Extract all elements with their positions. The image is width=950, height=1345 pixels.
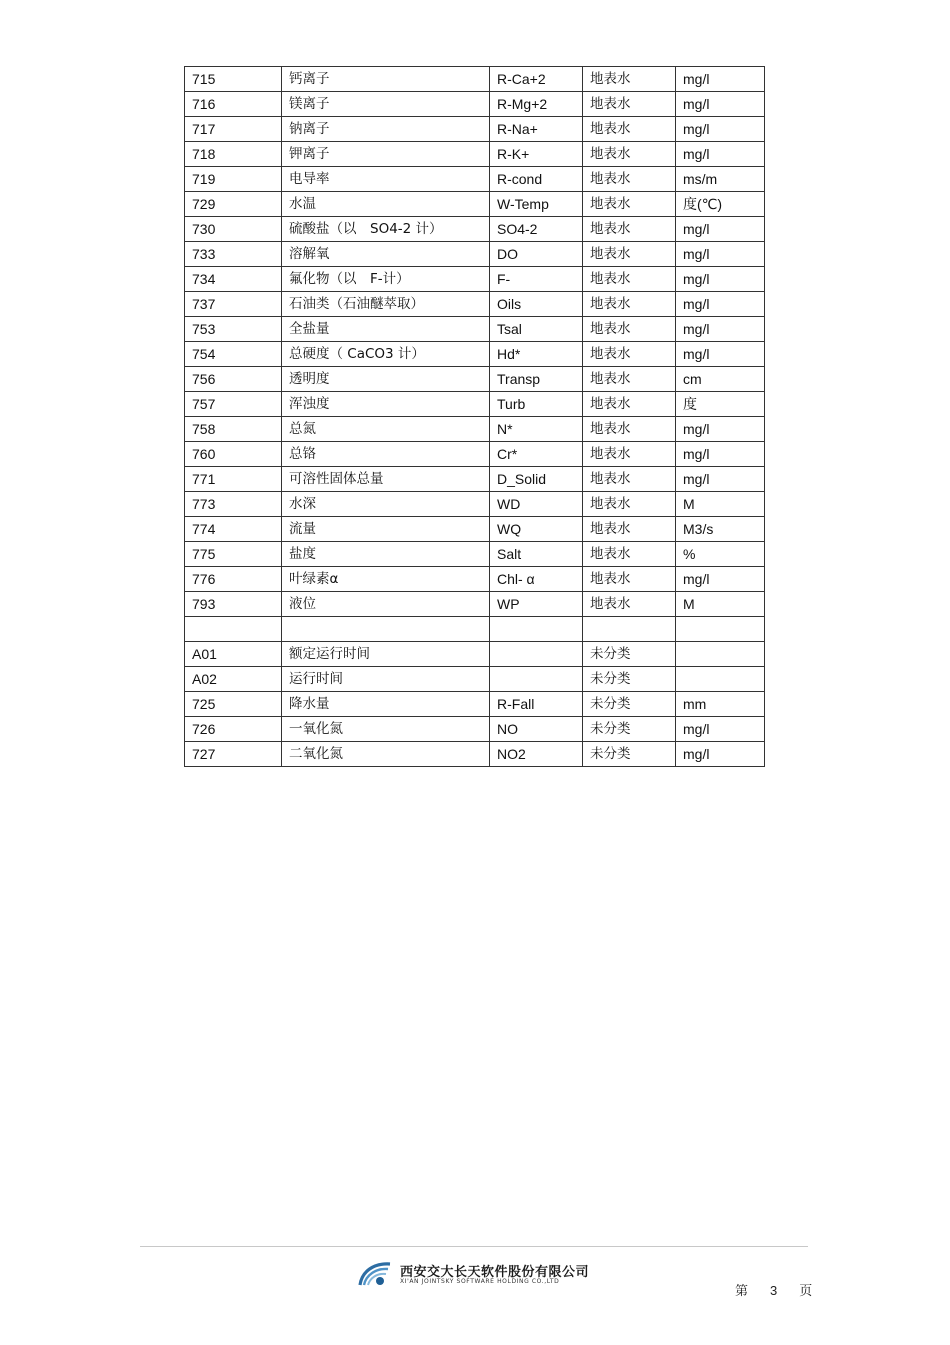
cell-category: 地表水 [583,342,676,367]
cell-code: 725 [185,692,282,717]
cell-symbol: NO [490,717,583,742]
cell-unit: mg/l [676,92,765,117]
table-row [185,442,765,467]
cell-unit: mg/l [676,117,765,142]
cell-name: 运行时间 [282,667,490,692]
cell-category: 地表水 [583,467,676,492]
cell-name: 液位 [282,592,490,617]
cell-code: 727 [185,742,282,767]
cell-category [583,617,676,642]
table-row [185,217,765,242]
table-row [185,467,765,492]
cell-symbol [490,642,583,667]
cell-symbol [490,617,583,642]
cell-category: 未分类 [583,717,676,742]
cell-symbol: R-Fall [490,692,583,717]
cell-symbol [490,667,583,692]
cell-symbol: Chl- α [490,567,583,592]
cell-symbol: WP [490,592,583,617]
cell-category: 地表水 [583,292,676,317]
cell-name: 水深 [282,492,490,517]
cell-unit: mg/l [676,267,765,292]
cell-name: 可溶性固体总量 [282,467,490,492]
cell-name: 流量 [282,517,490,542]
table-row [185,417,765,442]
cell-category: 地表水 [583,492,676,517]
cell-code: 734 [185,267,282,292]
cell-category: 地表水 [583,542,676,567]
cell-symbol: DO [490,242,583,267]
cell-code: 771 [185,467,282,492]
cell-code: 753 [185,317,282,342]
cell-name: 石油类（石油醚萃取） [282,292,490,317]
cell-code: 758 [185,417,282,442]
cell-symbol: WQ [490,517,583,542]
cell-code: 715 [185,67,282,92]
cell-category: 地表水 [583,217,676,242]
cell-code: 717 [185,117,282,142]
cell-name: 硫酸盐（以 SO4-2 计） [282,217,490,242]
cell-unit: mg/l [676,467,765,492]
cell-category: 地表水 [583,367,676,392]
table-row [185,617,765,642]
table-row [185,367,765,392]
cell-symbol: D_Solid [490,467,583,492]
cell-code: 716 [185,92,282,117]
table-row [185,667,765,692]
table-row [185,717,765,742]
cell-category: 地表水 [583,92,676,117]
cell-symbol: R-Mg+2 [490,92,583,117]
cell-code: 775 [185,542,282,567]
table-row [185,292,765,317]
cell-unit: mg/l [676,342,765,367]
cell-code: 793 [185,592,282,617]
cell-category: 地表水 [583,117,676,142]
cell-name: 降水量 [282,692,490,717]
cell-name: 溶解氧 [282,242,490,267]
cell-code: 754 [185,342,282,367]
table-row [185,92,765,117]
table-row [185,642,765,667]
cell-code: 737 [185,292,282,317]
cell-category: 地表水 [583,67,676,92]
cell-code: 756 [185,367,282,392]
cell-code: 760 [185,442,282,467]
page-number [735,1280,812,1299]
cell-category: 地表水 [583,417,676,442]
cell-category: 地表水 [583,442,676,467]
cell-unit [676,617,765,642]
table-row [185,117,765,142]
table-row [185,542,765,567]
cell-category: 地表水 [583,317,676,342]
cell-name: 氟化物（以 F-计） [282,267,490,292]
cell-code [185,617,282,642]
table-row [185,167,765,192]
cell-category: 地表水 [583,567,676,592]
cell-name: 电导率 [282,167,490,192]
cell-symbol: Tsal [490,317,583,342]
cell-symbol: R-Ca+2 [490,67,583,92]
cell-symbol: NO2 [490,742,583,767]
cell-name: 总硬度（ CaCO3 计） [282,342,490,367]
cell-name: 钙离子 [282,67,490,92]
cell-symbol: Oils [490,292,583,317]
cell-unit: M3/s [676,517,765,542]
company-logo [356,1259,596,1289]
cell-symbol: SO4-2 [490,217,583,242]
cell-category: 地表水 [583,392,676,417]
cell-unit: mg/l [676,142,765,167]
cell-symbol: Turb [490,392,583,417]
page-suffix: 页 [799,1284,813,1299]
cell-unit: mg/l [676,67,765,92]
table-row [185,342,765,367]
cell-category: 地表水 [583,192,676,217]
cell-name: 浑浊度 [282,392,490,417]
cell-code: 726 [185,717,282,742]
cell-unit: cm [676,367,765,392]
cell-symbol: N* [490,417,583,442]
cell-unit: mg/l [676,217,765,242]
cell-unit: mg/l [676,242,765,267]
cell-code: 719 [185,167,282,192]
cell-symbol: WD [490,492,583,517]
cell-category: 未分类 [583,667,676,692]
cell-name: 二氧化氮 [282,742,490,767]
cell-category: 地表水 [583,592,676,617]
cell-category: 地表水 [583,267,676,292]
cell-code: 730 [185,217,282,242]
table-row [185,142,765,167]
cell-name: 水温 [282,192,490,217]
cell-code: 718 [185,142,282,167]
table-row [185,392,765,417]
table-row [185,592,765,617]
cell-name: 钠离子 [282,117,490,142]
cell-code: A01 [185,642,282,667]
cell-unit: mm [676,692,765,717]
cell-name: 透明度 [282,367,490,392]
cell-category: 地表水 [583,517,676,542]
cell-unit: mg/l [676,417,765,442]
cell-unit [676,642,765,667]
cell-name: 叶绿素α [282,567,490,592]
cell-unit [676,667,765,692]
cell-unit: mg/l [676,292,765,317]
cell-symbol: R-cond [490,167,583,192]
cell-unit: M [676,592,765,617]
cell-symbol: F- [490,267,583,292]
cell-symbol: Cr* [490,442,583,467]
cell-unit: mg/l [676,717,765,742]
cell-name: 盐度 [282,542,490,567]
cell-category: 地表水 [583,242,676,267]
company-name-english: XI'AN JOINTSKY SOFTWARE HOLDING CO.,LTD [400,1278,560,1285]
cell-name: 钾离子 [282,142,490,167]
cell-code: 757 [185,392,282,417]
cell-unit: mg/l [676,442,765,467]
cell-unit: % [676,542,765,567]
cell-symbol: Salt [490,542,583,567]
cell-unit: 度 [676,392,765,417]
jointsky-swoosh-icon [356,1259,396,1289]
table-row [185,192,765,217]
table-row [185,517,765,542]
page-number-value: 3 [770,1283,778,1298]
table-row [185,242,765,267]
cell-unit: ms/m [676,167,765,192]
cell-code: 733 [185,242,282,267]
cell-category: 未分类 [583,642,676,667]
cell-category: 未分类 [583,742,676,767]
footer-divider [140,1246,808,1247]
cell-name: 总铬 [282,442,490,467]
cell-name: 一氧化氮 [282,717,490,742]
table-row [185,742,765,767]
cell-unit: mg/l [676,317,765,342]
cell-category: 未分类 [583,692,676,717]
cell-code: A02 [185,667,282,692]
cell-unit: mg/l [676,742,765,767]
cell-code: 773 [185,492,282,517]
cell-unit: mg/l [676,567,765,592]
page-prefix: 第 [735,1284,749,1299]
cell-unit: 度(℃) [676,192,765,217]
parameter-code-table [184,66,765,767]
cell-name: 额定运行时间 [282,642,490,667]
table-row [185,267,765,292]
cell-symbol: R-K+ [490,142,583,167]
cell-symbol: Transp [490,367,583,392]
company-name-chinese: 西安交大长天软件股份有限公司 [400,1265,590,1280]
cell-symbol: W-Temp [490,192,583,217]
cell-code: 729 [185,192,282,217]
cell-symbol: Hd* [490,342,583,367]
cell-name: 总氮 [282,417,490,442]
cell-symbol: R-Na+ [490,117,583,142]
table-row [185,317,765,342]
table-row [185,67,765,92]
cell-code: 774 [185,517,282,542]
table-row [185,567,765,592]
table-row [185,692,765,717]
cell-category: 地表水 [583,167,676,192]
cell-name: 镁离子 [282,92,490,117]
cell-unit: M [676,492,765,517]
table-row [185,492,765,517]
cell-category: 地表水 [583,142,676,167]
cell-name: 全盐量 [282,317,490,342]
cell-name [282,617,490,642]
cell-code: 776 [185,567,282,592]
